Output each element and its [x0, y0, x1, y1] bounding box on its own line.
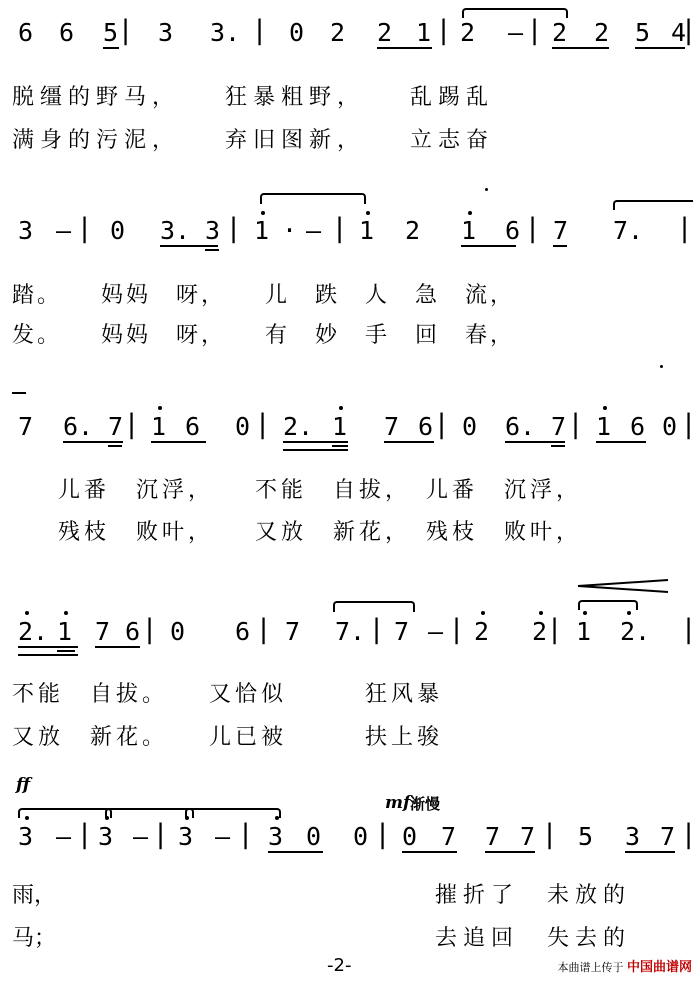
note: 1	[57, 617, 73, 646]
tie-slur	[333, 601, 415, 612]
barline: |	[229, 213, 239, 244]
note: 7	[551, 412, 567, 441]
underline	[57, 650, 75, 652]
note: 3	[18, 216, 34, 245]
scan-speck	[660, 365, 663, 368]
barline: |	[550, 614, 560, 645]
barline: |	[255, 15, 265, 46]
tie-continuation	[12, 392, 26, 394]
note: 2	[594, 18, 610, 47]
note: 6	[505, 216, 521, 245]
note: 7	[95, 617, 111, 646]
note: 2	[532, 617, 548, 646]
note: 1	[461, 216, 477, 245]
note: 2	[377, 18, 393, 47]
note: 7	[520, 822, 536, 851]
tie-slur	[462, 8, 568, 18]
barline: |	[680, 213, 690, 244]
underline	[505, 441, 565, 443]
underline	[596, 441, 646, 443]
note: 6	[18, 18, 34, 47]
barline: |	[530, 15, 540, 46]
note: 2	[474, 617, 490, 646]
note: 0	[353, 822, 369, 851]
note: 6	[418, 412, 434, 441]
underline	[402, 851, 457, 853]
note: 7	[18, 412, 34, 441]
note: 6.	[505, 412, 536, 441]
note: 6	[185, 412, 201, 441]
underline	[108, 445, 122, 447]
lyrics-verse-1: 踏。 妈妈 呀， 儿 跌 人 急 流，	[12, 283, 516, 308]
note: 7	[660, 822, 676, 851]
dash: –	[428, 617, 444, 646]
barline: |	[259, 614, 269, 645]
octave-dot	[539, 611, 543, 615]
barline: |	[335, 213, 345, 244]
octave-dot	[468, 211, 472, 215]
lyrics-verse-2-end: 去追回 失去的	[435, 926, 632, 951]
dash: –	[306, 216, 322, 245]
site-brand: 中国曲谱网	[626, 960, 692, 975]
underline	[283, 449, 348, 451]
dash: –	[215, 822, 231, 851]
lyrics-verse-2: 发。 妈妈 呀， 有 妙 手 回 春，	[12, 323, 516, 348]
dash: –	[56, 216, 72, 245]
note: 0	[289, 18, 305, 47]
underline	[63, 441, 123, 443]
note: 3.	[210, 18, 241, 47]
note: 6	[235, 617, 251, 646]
footer-text: 本曲谱上传于	[557, 961, 624, 974]
octave-dot	[25, 611, 29, 615]
octave-dot	[603, 406, 607, 410]
note: 7	[553, 216, 569, 245]
note: 0	[402, 822, 418, 851]
note: 3	[205, 216, 221, 245]
tie-slur	[105, 808, 194, 818]
note: 6.	[63, 412, 94, 441]
barline: |	[452, 614, 462, 645]
note: 7.	[613, 216, 644, 245]
underline	[635, 47, 685, 49]
underline	[18, 646, 78, 648]
note: 6	[125, 617, 141, 646]
underline	[18, 654, 78, 656]
barline: |	[528, 213, 538, 244]
underline	[552, 47, 609, 49]
note: 3.	[160, 216, 191, 245]
barline: |	[156, 819, 166, 850]
note: 1	[596, 412, 612, 441]
note: 3	[625, 822, 641, 851]
note: 3	[98, 822, 114, 851]
octave-dot	[366, 211, 370, 215]
note: 1	[151, 412, 167, 441]
dash: –	[133, 822, 149, 851]
note: 6	[630, 412, 646, 441]
lyrics-verse-2-start: 马；	[12, 926, 57, 951]
note: 2	[330, 18, 346, 47]
note: 7	[485, 822, 501, 851]
tie-slur	[185, 808, 281, 818]
note: 1	[254, 216, 270, 245]
note: 2.	[283, 412, 314, 441]
underline	[95, 646, 140, 648]
note: 7.	[335, 617, 366, 646]
note: 0	[462, 412, 478, 441]
lyrics-verse-1: 脱缰的野马， 狂暴粗野， 乱踢乱	[12, 85, 495, 110]
barline: |	[684, 819, 694, 850]
underline	[553, 245, 567, 247]
lyrics-verse-1-end: 摧折了 未放的	[435, 883, 632, 908]
scan-speck	[485, 188, 488, 191]
note: 0	[110, 216, 126, 245]
barline: |	[80, 213, 90, 244]
lyrics-verse-1: 不能 自拔。 又恰似 狂风暴	[12, 682, 444, 707]
barline: |	[372, 614, 382, 645]
underline	[103, 47, 119, 49]
octave-dot	[261, 211, 265, 215]
note: 7	[384, 412, 400, 441]
octave-dot	[583, 611, 587, 615]
tie-slur	[260, 193, 366, 204]
lyrics-verse-1-start: 雨，	[12, 883, 57, 908]
tie-slur	[613, 200, 693, 210]
note: 0	[306, 822, 322, 851]
underline	[151, 441, 206, 443]
barline: |	[258, 409, 268, 440]
note: 7	[441, 822, 457, 851]
underline	[461, 245, 516, 247]
note: 5	[578, 822, 594, 851]
note: 3	[158, 18, 174, 47]
barline: |	[439, 15, 449, 46]
tie-slur	[578, 600, 638, 610]
barline: |	[378, 819, 388, 850]
tempo-marking: 渐慢	[410, 795, 441, 813]
note: 7	[108, 412, 124, 441]
note: 1	[416, 18, 432, 47]
underline	[283, 441, 348, 443]
dynamic-ff: ff	[16, 775, 31, 795]
note: 3	[178, 822, 194, 851]
note: 1	[576, 617, 592, 646]
barline: |	[684, 614, 694, 645]
note: 5	[635, 18, 651, 47]
note: 2	[460, 18, 476, 47]
note: 2	[405, 216, 421, 245]
note: 3	[18, 822, 34, 851]
underline	[625, 851, 675, 853]
note: 2	[552, 18, 568, 47]
watermark-footer	[557, 956, 692, 975]
underline	[551, 445, 565, 447]
underline	[384, 441, 434, 443]
lyrics-verse-2: 又放 新花。 儿已被 扶上骏	[12, 725, 444, 750]
dash: –	[508, 18, 524, 47]
note: 0	[662, 412, 678, 441]
barline: |	[127, 409, 137, 440]
dots: ·	[282, 216, 298, 245]
note: 7	[285, 617, 301, 646]
underline	[268, 851, 323, 853]
underline	[485, 851, 535, 853]
underline	[332, 445, 348, 447]
barline: |	[80, 819, 90, 850]
note: 0	[170, 617, 186, 646]
octave-dot	[158, 406, 162, 410]
barline: |	[437, 409, 447, 440]
note: 1	[332, 412, 348, 441]
dash: –	[56, 822, 72, 851]
barline: |	[684, 15, 694, 46]
underline	[377, 47, 432, 49]
tie-slur	[18, 808, 112, 818]
note: 2.	[18, 617, 49, 646]
note: 0	[235, 412, 251, 441]
underline	[205, 249, 219, 251]
octave-dot	[339, 406, 343, 410]
barline: |	[241, 819, 251, 850]
note: 6	[59, 18, 75, 47]
barline: |	[545, 819, 555, 850]
note: 3	[268, 822, 284, 851]
crescendo-hairpin	[576, 578, 671, 594]
lyrics-verse-2: 满身的污泥， 弃旧图新， 立志奋	[12, 128, 495, 153]
lyrics-verse-2: 残枝 败叶， 又放 新花， 残枝 败叶，	[58, 520, 583, 545]
barline: |	[684, 409, 694, 440]
barline: |	[145, 614, 155, 645]
barline: |	[121, 15, 131, 46]
page-number: -2-	[327, 955, 352, 976]
lyrics-verse-1: 儿番 沉浮， 不能 自拔， 儿番 沉浮，	[58, 478, 583, 503]
octave-dot	[481, 611, 485, 615]
note: 4	[671, 18, 687, 47]
note: 7	[394, 617, 410, 646]
note: 2.	[620, 617, 651, 646]
note: 5	[103, 18, 119, 47]
octave-dot	[64, 611, 68, 615]
octave-dot	[627, 611, 631, 615]
underline	[160, 245, 218, 247]
barline: |	[571, 409, 581, 440]
dynamic-mf: mf	[385, 793, 411, 813]
note: 1	[359, 216, 375, 245]
